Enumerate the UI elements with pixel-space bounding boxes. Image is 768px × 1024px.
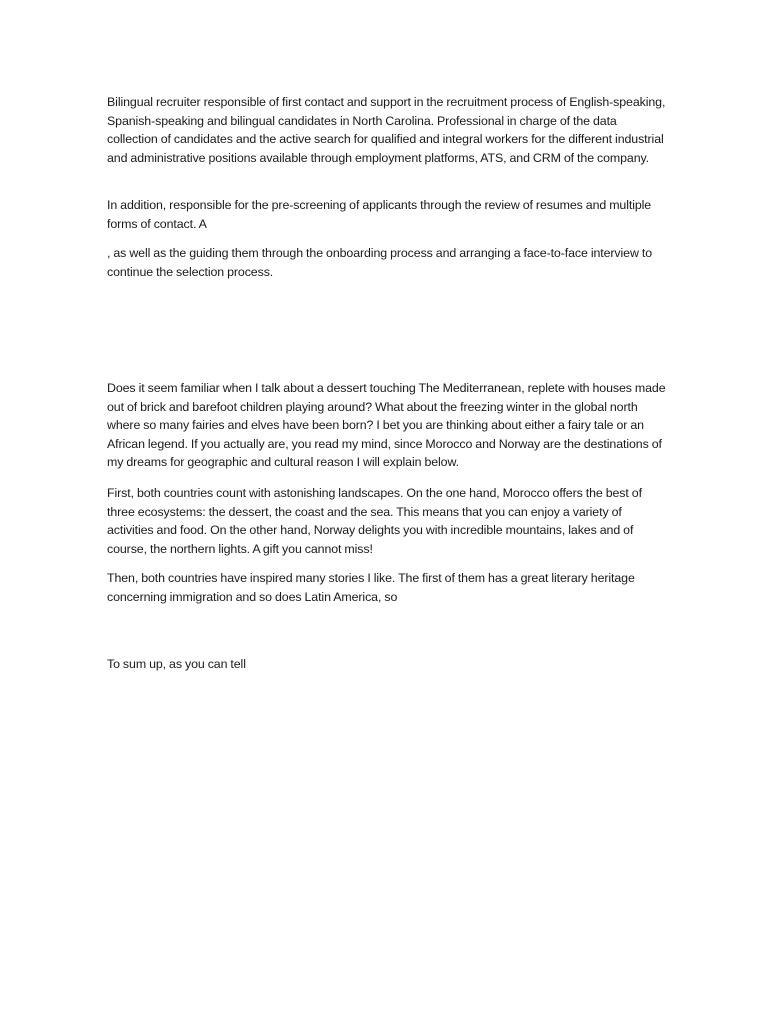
paragraph-essay-intro: Does it seem familiar when I talk about a dessert touching The Mediterranean, replete with houses made out of brick and barefoot children playing around? What about the freezing winter in the global north where so many fairies and elves have been born? I bet you are thinking about either a fairy tale or an African legend. If you actually are, you read my mind, since Morocco and Norway are the destinations of my dreams for geographic and cultural reason I will explain below.	[107, 381, 666, 470]
paragraph-landscapes: First, both countries count with astonishing landscapes. On the one hand, Morocco offers the best of three ecosystems: the dessert, the coast and the sea. This means that you can enjoy a variety of activities and food. On the other hand, Norway delights you with incredible mountains, lakes and of course, the northern lights. A gift you cannot miss!	[107, 486, 642, 556]
paragraph-recruiter-summary: Bilingual recruiter responsible of first contact and support in the recruitment process of English-speaking, Spanish-speaking and bilingual candidates in North Carolina. Professional in charge of the data collection of candidates and the active search for qualified and integral workers for the different industrial and administrative positions available through employment platforms, ATS, and CRM of the company.	[107, 95, 666, 165]
paragraph-conclusion: To sum up, as you can tell	[107, 657, 246, 671]
paragraph-onboarding: , as well as the guiding them through the onboarding process and arranging a face-to-face interview to continue the selection process.	[107, 246, 652, 279]
paragraph-stories: Then, both countries have inspired many stories I like. The first of them has a great literary heritage concerning immigration and so does Latin America, so	[107, 571, 635, 604]
paragraph-prescreening: In addition, responsible for the pre-screening of applicants through the review of resumes and multiple forms of contact. A	[107, 198, 652, 231]
